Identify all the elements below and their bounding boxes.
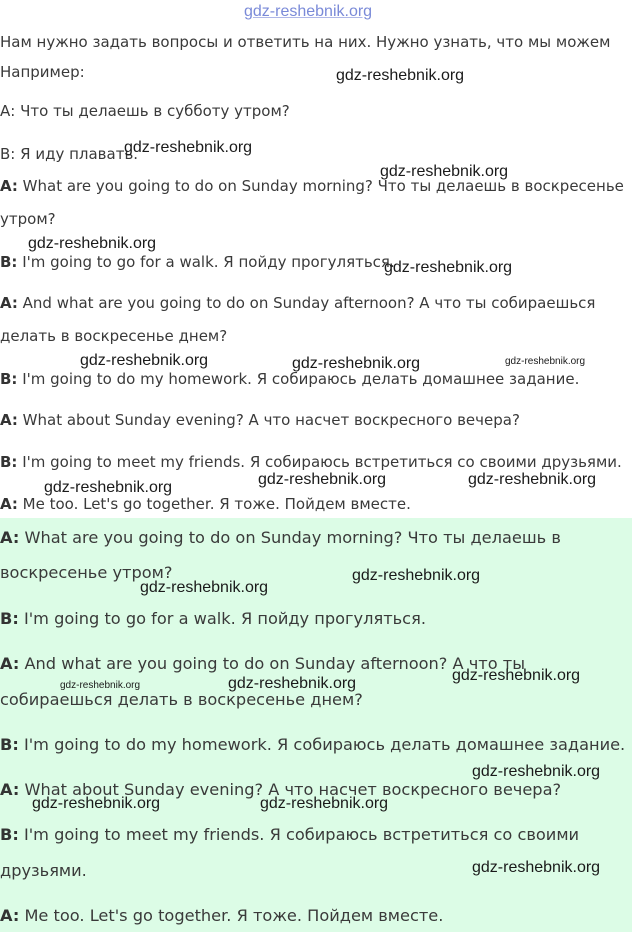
- line-text: What about Sunday evening? А что насчет воскресного вечера?: [17, 411, 520, 429]
- speaker-label: A:: [0, 177, 18, 195]
- watermark: gdz-reshebnik.org: [505, 356, 586, 367]
- watermark-header-link[interactable]: gdz-reshebnik.org: [244, 3, 373, 20]
- plain-line-4: [0, 370, 579, 388]
- example-line-b: [0, 145, 138, 163]
- speaker-label: A:: [0, 906, 20, 925]
- boxed-line-6-cont: друзьями.: [0, 861, 87, 880]
- speaker-label: B:: [0, 370, 18, 388]
- line-text: I'm going to go for a walk. Я пойду прогуляться.: [17, 253, 395, 271]
- plain-line-5: [0, 411, 520, 429]
- line-text: And what are you going to do on Sunday afternoon? А что ты собираешься: [17, 294, 596, 312]
- speaker-label: A:: [0, 294, 18, 312]
- watermark: gdz-reshebnik.org: [28, 235, 157, 252]
- line-text: What are you going to do on Sunday morning? Что ты делаешь в воскресенье: [17, 177, 624, 195]
- line-text: And what are you going to do on Sunday afternoon? А что ты: [19, 654, 525, 673]
- line-text: I'm going to go for a walk. Я пойду прогуляться.: [18, 609, 426, 628]
- line-text: I'm going to meet my friends. Я собираюсь встретиться со своими: [18, 825, 580, 844]
- boxed-line-6: [0, 825, 579, 844]
- plain-line-2: [0, 253, 395, 271]
- intro-line-2: Например:: [0, 63, 85, 81]
- watermark: gdz-reshebnik.org: [80, 352, 209, 369]
- watermark: gdz-reshebnik.org: [472, 763, 601, 780]
- watermark: gdz-reshebnik.org: [352, 567, 481, 584]
- plain-line-6: [0, 453, 622, 471]
- plain-line-3: [0, 294, 595, 312]
- line-text: What are you going to do on Sunday morning? Что ты делаешь в: [19, 528, 561, 547]
- line-text: Я иду плавать.: [15, 145, 139, 163]
- watermark: gdz-reshebnik.org: [258, 471, 387, 488]
- watermark: gdz-reshebnik.org: [140, 579, 269, 596]
- boxed-line-7: [0, 906, 443, 925]
- speaker-label: B:: [0, 735, 19, 754]
- speaker-label: A:: [0, 528, 20, 547]
- boxed-line-4: [0, 735, 625, 754]
- line-text: I'm going to do my homework. Я собираюсь делать домашнее задание.: [17, 370, 580, 388]
- plain-line-7: [0, 495, 411, 513]
- speaker-label: A:: [0, 495, 18, 513]
- speaker-label: В:: [0, 145, 16, 163]
- plain-line-1: [0, 177, 624, 195]
- line-text: Me too. Let's go together. Я тоже. Пойдем вместе.: [17, 495, 411, 513]
- watermark: gdz-reshebnik.org: [380, 163, 509, 180]
- speaker-label: А:: [0, 102, 16, 120]
- boxed-line-2: [0, 609, 426, 628]
- watermark: gdz-reshebnik.org: [336, 67, 465, 84]
- line-text: What about Sunday evening? А что насчет воскресного вечера?: [19, 780, 562, 799]
- watermark: gdz-reshebnik.org: [32, 795, 161, 812]
- watermark: gdz-reshebnik.org: [260, 795, 389, 812]
- speaker-label: B:: [0, 825, 19, 844]
- plain-line-1-cont: утром?: [0, 210, 56, 228]
- watermark: gdz-reshebnik.org: [124, 139, 253, 156]
- watermark: gdz-reshebnik.org: [292, 355, 421, 372]
- speaker-label: A:: [0, 411, 18, 429]
- watermark: gdz-reshebnik.org: [60, 680, 141, 691]
- speaker-label: A:: [0, 654, 20, 673]
- watermark: gdz-reshebnik.org: [384, 259, 513, 276]
- plain-line-3-cont: делать в воскресенье днем?: [0, 327, 228, 345]
- watermark: gdz-reshebnik.org: [472, 859, 601, 876]
- watermark: gdz-reshebnik.org: [228, 675, 357, 692]
- boxed-line-1: [0, 528, 561, 547]
- example-line-a: [0, 102, 290, 120]
- boxed-line-3-cont: собираешься делать в воскресенье днем?: [0, 690, 363, 709]
- speaker-label: B:: [0, 253, 18, 271]
- boxed-line-1-cont: воскресенье утром?: [0, 563, 173, 582]
- speaker-label: A:: [0, 780, 20, 799]
- line-text: I'm going to do my homework. Я собираюсь делать домашнее задание.: [18, 735, 626, 754]
- line-text: I'm going to meet my friends. Я собираюсь встретиться со своими друзьями.: [17, 453, 622, 471]
- watermark: gdz-reshebnik.org: [452, 667, 581, 684]
- speaker-label: B:: [0, 609, 19, 628]
- boxed-line-3: [0, 654, 525, 673]
- intro-line-1: Нам нужно задать вопросы и ответить на них. Нужно узнать, что мы можем: [0, 33, 611, 51]
- watermark: gdz-reshebnik.org: [468, 471, 597, 488]
- line-text: Что ты делаешь в субботу утром?: [15, 102, 290, 120]
- line-text: Me too. Let's go together. Я тоже. Пойдем вместе.: [19, 906, 444, 925]
- speaker-label: B:: [0, 453, 18, 471]
- watermark: gdz-reshebnik.org: [44, 479, 173, 496]
